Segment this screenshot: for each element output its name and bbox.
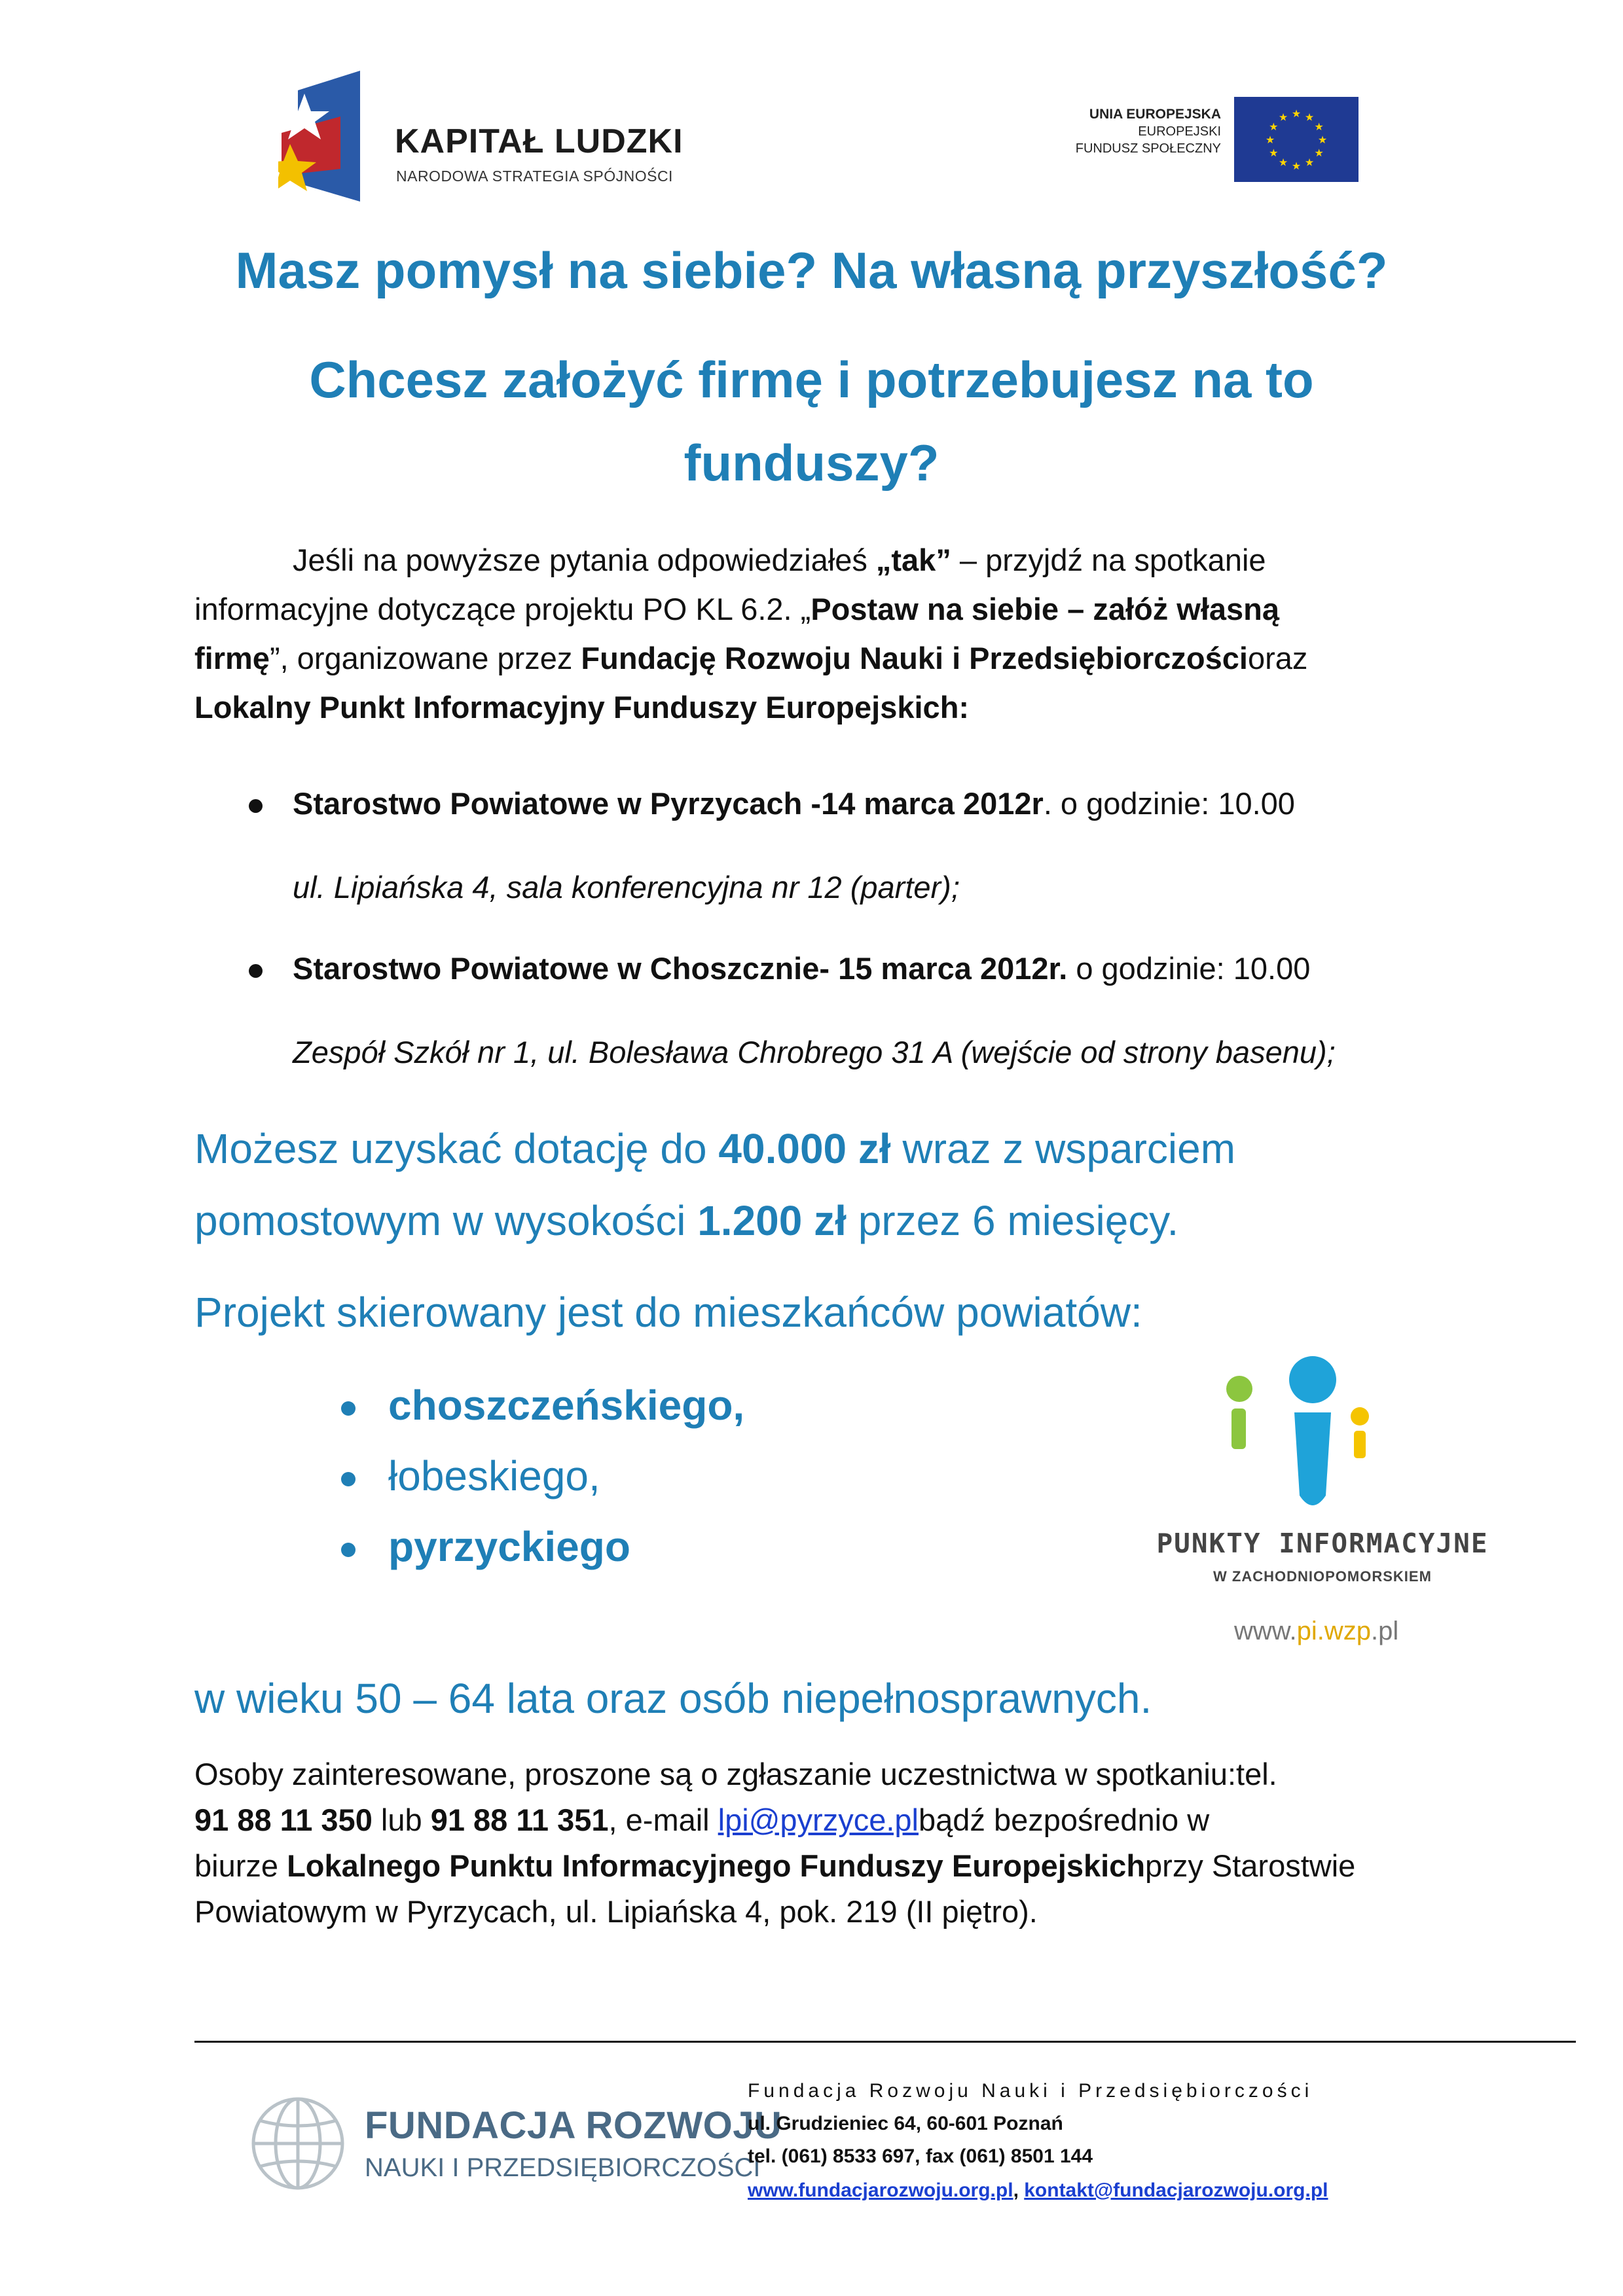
headline-2b: funduszy? bbox=[684, 434, 939, 492]
meeting-place: Starostwo Powiatowe w Choszcznie bbox=[293, 951, 820, 986]
eu-flag-icon bbox=[1234, 97, 1359, 182]
eu-star-icon: ★ bbox=[1314, 148, 1324, 159]
punkty-informacyjne-logo bbox=[1149, 1355, 1496, 1662]
eu-logo-line3: FUNDUSZ SPOŁECZNY bbox=[1075, 141, 1221, 156]
eu-star-icon: ★ bbox=[1278, 112, 1288, 124]
meeting-time: o godzinie: 10.00 bbox=[1067, 951, 1311, 986]
organizer-name: Lokalny Punkt Informacyjny Funduszy Europejskich: bbox=[194, 690, 970, 725]
bullet-icon bbox=[341, 1472, 356, 1486]
eu-logo bbox=[1041, 97, 1359, 188]
grant-line-2 bbox=[194, 1185, 1178, 1257]
eu-logo-line1: UNIA EUROPEJSKA bbox=[1089, 107, 1221, 122]
intro-paragraph bbox=[194, 535, 1445, 732]
intro-line-4 bbox=[194, 683, 1445, 732]
meeting-2-address: Zespół Szkół nr 1, ul. Bolesława Chrobrego 31 A (wejście od strony basenu); bbox=[293, 1035, 1336, 1069]
contact-line-1: Osoby zainteresowane, proszone są o zgłaszanie uczestnictwa w spotkaniu:tel. bbox=[194, 1757, 1277, 1791]
office-name: Lokalnego Punktu Informacyjnego Funduszy Europejskich bbox=[287, 1848, 1146, 1883]
bullet-icon bbox=[341, 1401, 356, 1416]
email-link[interactable]: kontakt@fundacjarozwoju.org.pl bbox=[1024, 2179, 1328, 2201]
intro-line-2 bbox=[194, 584, 1445, 634]
contact-line-2 bbox=[194, 1797, 1209, 1843]
grant-text: wraz z wsparciem bbox=[890, 1125, 1235, 1172]
pi-logo-title: PUNKTY INFORMACYJNE bbox=[1156, 1528, 1489, 1559]
bullet-icon bbox=[249, 799, 263, 813]
meeting-time: . o godzinie: 10.00 bbox=[1043, 786, 1295, 821]
eu-star-icon: ★ bbox=[1304, 157, 1315, 169]
intro-line-3 bbox=[194, 634, 1445, 683]
meeting-item bbox=[249, 950, 263, 986]
email-link[interactable]: lpi@pyrzyce.pl bbox=[718, 1803, 919, 1837]
age-line: w wieku 50 – 64 lata oraz osób niepełnosprawnych. bbox=[194, 1675, 1152, 1722]
eu-star-icon: ★ bbox=[1278, 157, 1288, 169]
contact-text: przy Starostwie bbox=[1145, 1848, 1356, 1883]
grant-amount: 40.000 zł bbox=[718, 1125, 891, 1172]
footer-divider bbox=[194, 2041, 1576, 2043]
eu-logo-text bbox=[1076, 106, 1221, 157]
footer-address: ul. Grudzieniec 64, 60-601 Poznań bbox=[748, 2113, 1063, 2134]
phone-number: 91 88 11 351 bbox=[430, 1803, 609, 1837]
district-name: łobeskiego, bbox=[388, 1452, 600, 1499]
footer-phone: tel. (061) 8533 697, fax (061) 8501 144 bbox=[748, 2145, 1093, 2167]
district-item bbox=[341, 1381, 744, 1429]
meeting-place: Starostwo Powiatowe w Pyrzycach - bbox=[293, 786, 822, 821]
intro-line-1 bbox=[194, 535, 1445, 584]
kapital-ludzki-emblem bbox=[278, 71, 390, 202]
project-name: firmę bbox=[194, 641, 270, 675]
project-name: Postaw na siebie – załóż własną bbox=[811, 592, 1280, 626]
contact-text: biurze bbox=[194, 1848, 287, 1883]
globe-icon bbox=[246, 2094, 350, 2193]
eu-star-icon: ★ bbox=[1269, 122, 1279, 133]
contact-line-4: Powiatowym w Pyrzycach, ul. Lipiańska 4, pok. 219 (II piętro). bbox=[194, 1894, 1038, 1929]
intro-text: – przyjdź na spotkanie bbox=[951, 543, 1266, 577]
organizer-name: Fundację Rozwoju Nauki i Przedsiębiorczości bbox=[581, 641, 1248, 675]
contact-text: lub bbox=[372, 1803, 431, 1837]
pi-logo-url bbox=[1234, 1617, 1398, 1646]
fundacja-rozwoju-logo bbox=[246, 2088, 782, 2199]
eu-star-icon: ★ bbox=[1304, 112, 1315, 124]
intro-text: Jeśli na powyższe pytania odpowiedziałeś bbox=[293, 543, 876, 577]
meeting-1-address: ul. Lipiańska 4, sala konferencyjna nr 12 (parter); bbox=[293, 870, 960, 905]
phone-number: 91 88 11 350 bbox=[194, 1803, 373, 1837]
grant-text: pomostowym w wysokości bbox=[194, 1197, 698, 1244]
fundacja-logo-subname: NAUKI I PRZEDSIĘBIORCZOŚCI bbox=[365, 2153, 761, 2182]
target-intro: Projekt skierowany jest do mieszkańców powiatów: bbox=[194, 1289, 1142, 1336]
meeting-date: 14 marca 2012r bbox=[821, 786, 1044, 821]
headline-1: Masz pomysł na siebie? Na własną przyszłość? bbox=[235, 242, 1388, 299]
eu-star-icon: ★ bbox=[1317, 135, 1328, 146]
footer-links bbox=[748, 2179, 1328, 2202]
district-item bbox=[341, 1452, 600, 1500]
intro-text: oraz bbox=[1247, 641, 1308, 675]
url-part: .pl bbox=[1370, 1617, 1399, 1645]
kapital-ludzki-title: KAPITAŁ LUDZKI bbox=[395, 122, 684, 160]
headline-2a: Chcesz założyć firmę i potrzebujesz na to bbox=[309, 351, 1314, 408]
bullet-icon bbox=[249, 964, 263, 978]
meeting-2-line bbox=[293, 950, 1310, 986]
intro-text: ”, organizowane przez bbox=[269, 641, 581, 675]
eu-star-icon: ★ bbox=[1269, 148, 1279, 159]
eu-star-icon: ★ bbox=[1291, 109, 1302, 120]
grant-text: Możesz uzyskać dotację do bbox=[194, 1125, 719, 1172]
info-points-icon bbox=[1221, 1355, 1391, 1515]
footer-org-name: Fundacja Rozwoju Nauki i Przedsiębiorczości bbox=[748, 2080, 1313, 2102]
district-name: pyrzyckiego bbox=[388, 1523, 630, 1570]
url-part: pi.wzp bbox=[1296, 1617, 1371, 1645]
district-name: choszczeńskiego, bbox=[388, 1382, 745, 1429]
url-part: www. bbox=[1234, 1617, 1297, 1645]
eu-logo-line2: EUROPEJSKI bbox=[1138, 124, 1221, 139]
contact-text: , e-mail bbox=[608, 1803, 718, 1837]
eu-star-icon: ★ bbox=[1314, 122, 1324, 133]
eu-star-icon: ★ bbox=[1291, 161, 1302, 172]
intro-text: informacyjne dotyczące projektu PO KL 6.2. „ bbox=[194, 592, 811, 626]
fundacja-logo-name: FUNDACJA ROZWOJU bbox=[365, 2104, 782, 2147]
intro-tak: „tak” bbox=[875, 543, 951, 577]
kapital-ludzki-logo bbox=[278, 71, 697, 202]
eu-star-icon: ★ bbox=[1265, 135, 1275, 146]
district-item bbox=[341, 1522, 630, 1571]
pi-logo-subtitle: W ZACHODNIOPOMORSKIEM bbox=[1213, 1568, 1432, 1585]
kapital-ludzki-subtitle: NARODOWA STRATEGIA SPÓJNOŚCI bbox=[396, 168, 673, 185]
bullet-icon bbox=[341, 1543, 356, 1557]
grant-text: przez 6 miesięcy. bbox=[846, 1197, 1179, 1244]
meeting-1-line bbox=[293, 785, 1295, 821]
bridge-amount: 1.200 zł bbox=[697, 1197, 847, 1244]
separator: , bbox=[1013, 2179, 1025, 2201]
meeting-item bbox=[249, 785, 263, 821]
meeting-date: - 15 marca 2012r. bbox=[819, 951, 1068, 986]
grant-line-1 bbox=[194, 1113, 1235, 1185]
contact-line-3 bbox=[194, 1843, 1355, 1889]
website-link[interactable]: www.fundacjarozwoju.org.pl bbox=[748, 2179, 1013, 2201]
contact-text: bądź bezpośrednio w bbox=[918, 1803, 1210, 1837]
